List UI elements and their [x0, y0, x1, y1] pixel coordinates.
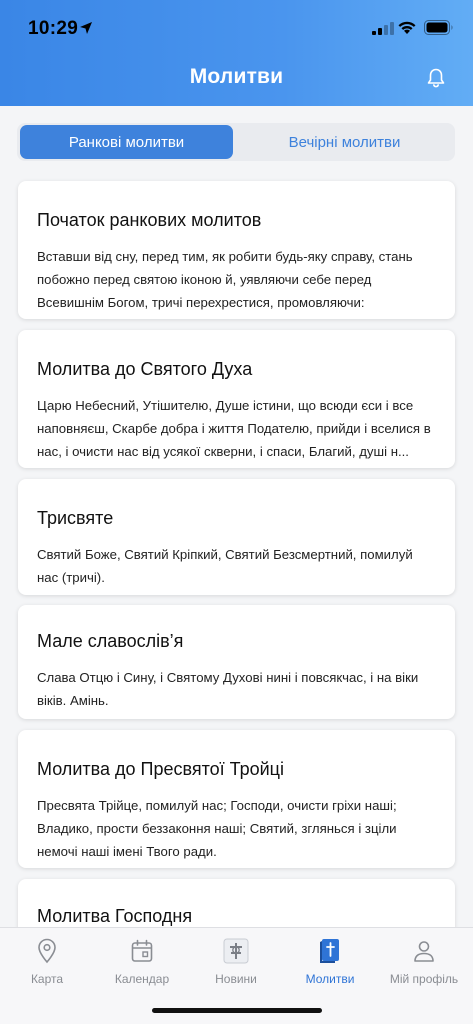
location-arrow-icon	[79, 21, 93, 35]
status-time: 10:29	[28, 18, 79, 39]
prayer-title: Молитва до Святого Духа	[37, 359, 253, 379]
prayer-excerpt: Царю Небесний, Утішителю, Душе істини, що всюди єси і все наповняєш, Скарбе добра і життя Подателю, прийди і вселися в нас, і очисти нас від усякої скверни, і спаси, Благий, душі н...	[37, 398, 431, 459]
prayer-excerpt: Слава Отцю і Сину, і Святому Духові нині і повсякчас, і на віки віків. Амінь.	[37, 670, 419, 708]
tab-prayers[interactable]	[283, 936, 377, 986]
notification-bell-icon[interactable]	[425, 67, 447, 89]
prayer-book-icon	[317, 937, 343, 965]
map-pin-icon	[36, 938, 58, 964]
prayer-title: Молитва Господня	[37, 906, 193, 926]
calendar-icon	[130, 939, 154, 963]
prayer-title: Молитва до Пресвятої Тройці	[37, 759, 284, 779]
prayer-title: Мале славослів’я	[37, 631, 184, 651]
prayer-excerpt: Пресвята Трійце, помилуй нас; Господи, очисти гріхи наші; Владико, прости беззаконня наші; Святий, зглянься і зціли немочі наші імені Твого ради.	[37, 798, 397, 859]
profile-icon	[412, 939, 436, 963]
tab-news[interactable]	[189, 936, 283, 986]
prayer-card[interactable]	[18, 330, 455, 468]
tab-evening-prayers[interactable]: Вечірні молитви	[288, 133, 401, 151]
tab-label: Карта	[30, 972, 64, 986]
tab-calendar[interactable]	[95, 936, 189, 986]
tab-label: Мій профіль	[389, 972, 459, 986]
prayer-card[interactable]	[18, 479, 455, 595]
news-emblem-icon	[223, 938, 249, 964]
prayer-excerpt: Святий Боже, Святий Кріпкий, Святий Безсмертний, помилуй нас (тричі).	[37, 547, 413, 585]
tab-map[interactable]	[0, 936, 94, 986]
tab-profile[interactable]	[377, 936, 471, 986]
tab-morning-prayers[interactable]: Ранкові молитви	[20, 125, 233, 159]
prayer-card[interactable]	[18, 730, 455, 868]
prayer-title: Трисвяте	[37, 508, 114, 528]
prayer-card[interactable]	[18, 605, 455, 719]
app-header	[0, 0, 473, 106]
tab-label: Новини	[215, 972, 257, 986]
cellular-signal-icon	[372, 22, 394, 35]
home-indicator[interactable]	[152, 1008, 322, 1013]
page-title: Молитви	[189, 65, 284, 88]
tab-label: Молитви	[305, 972, 355, 986]
prayer-title: Початок ранкових молитов	[37, 210, 262, 230]
battery-icon	[424, 20, 454, 35]
tab-label: Календар	[114, 972, 170, 986]
prayer-card[interactable]	[18, 181, 455, 319]
prayer-excerpt: Вставши від сну, перед тим, як робити будь-яку справу, стань побожно перед святою іконою й, уявляючи себе перед Всевишнім Богом, тричі перехрестися, промовляючи:	[37, 249, 413, 310]
prayer-type-switch	[17, 123, 455, 161]
status-bar	[0, 0, 473, 56]
wifi-icon	[397, 20, 417, 35]
